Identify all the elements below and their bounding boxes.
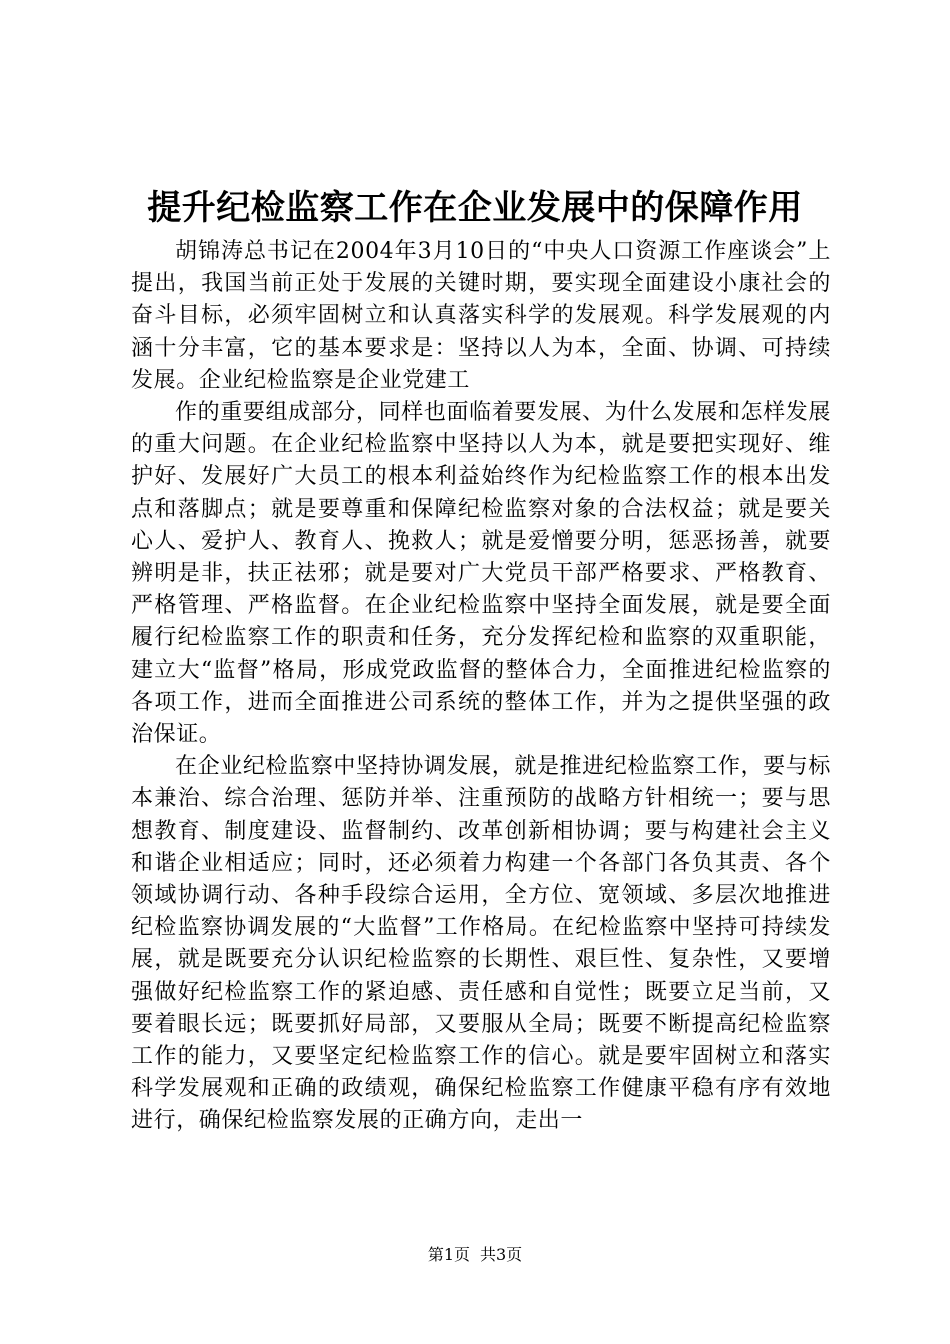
paragraph-2: 作的重要组成部分，同样也面临着要发展、为什么发展和怎样发展的重大问题。在企业纪检监察中坚持以人为本，就是要把实现好、维护好、发展好广大员工的根本利益始终作为纪检监察工作的根本出发点和落脚点；就是要尊重和保障纪检监察对象的合法权益；就是要关心人、爱护人、教育人、挽救人；就是爱憎要分明，惩恶扬善，就要辨明是非，扶正祛邪；就是要对广大党员干部严格要求、严格教育、严格管理、严格监督。在企业纪检监察中坚持全面发展，就是要全面履行纪检监察工作的职责和任务，充分发挥纪检和监察的双重职能，建立大“监督”格局，形成党政监督的整体合力，全面推进纪检监察的各项工作，进而全面推进公司系统的整体工作，并为之提供坚强的政治保证。 [131,400,831,748]
paragraph-1: 胡锦涛总书记在2004年3月10日的“中央人口资源工作座谈会”上提出，我国当前正处于发展的关键时期，要实现全面建设小康社会的奋斗目标，必须牢固树立和认真落实科学的发展观。科学发展观的内涵十分丰富，它的基本要求是：坚持以人为本，全面、协调、可持续发展。企业纪检监察是企业党建工 [131,239,831,393]
page-total: 共3页 [480,1245,523,1264]
page-footer [0,1244,950,1266]
paragraph-3: 在企业纪检监察中坚持协调发展，就是推进纪检监察工作，要与标本兼治、综合治理、惩防并举、注重预防的战略方针相统一；要与思想教育、制度建设、监督制约、改革创新相协调；要与构建社会主义和谐企业相适应；同时，还必须着力构建一个各部门各负其责、各个领域协调行动、各种手段综合运用，全方位、宽领域、多层次地推进纪检监察协调发展的“大监督”工作格局。在纪检监察中坚持可持续发展，就是既要充分认识纪检监察的长期性、艰巨性、复杂性，又要增强做好纪检监察工作的紧迫感、责任感和自觉性；既要立足当前，又要着眼长远；既要抓好局部，又要服从全局；既要不断提高纪检监察工作的能力，又要坚定纪检监察工作的信心。就是要牢固树立和落实科学发展观和正确的政绩观，确保纪检监察工作健康平稳有序有效地进行，确保纪检监察发展的正确方向，走出一 [131,754,831,1134]
document-title: 提升纪检监察工作在企业发展中的保障作用 [147,188,803,228]
page-number: 第1页 [427,1245,470,1264]
document-body [131,236,831,1138]
